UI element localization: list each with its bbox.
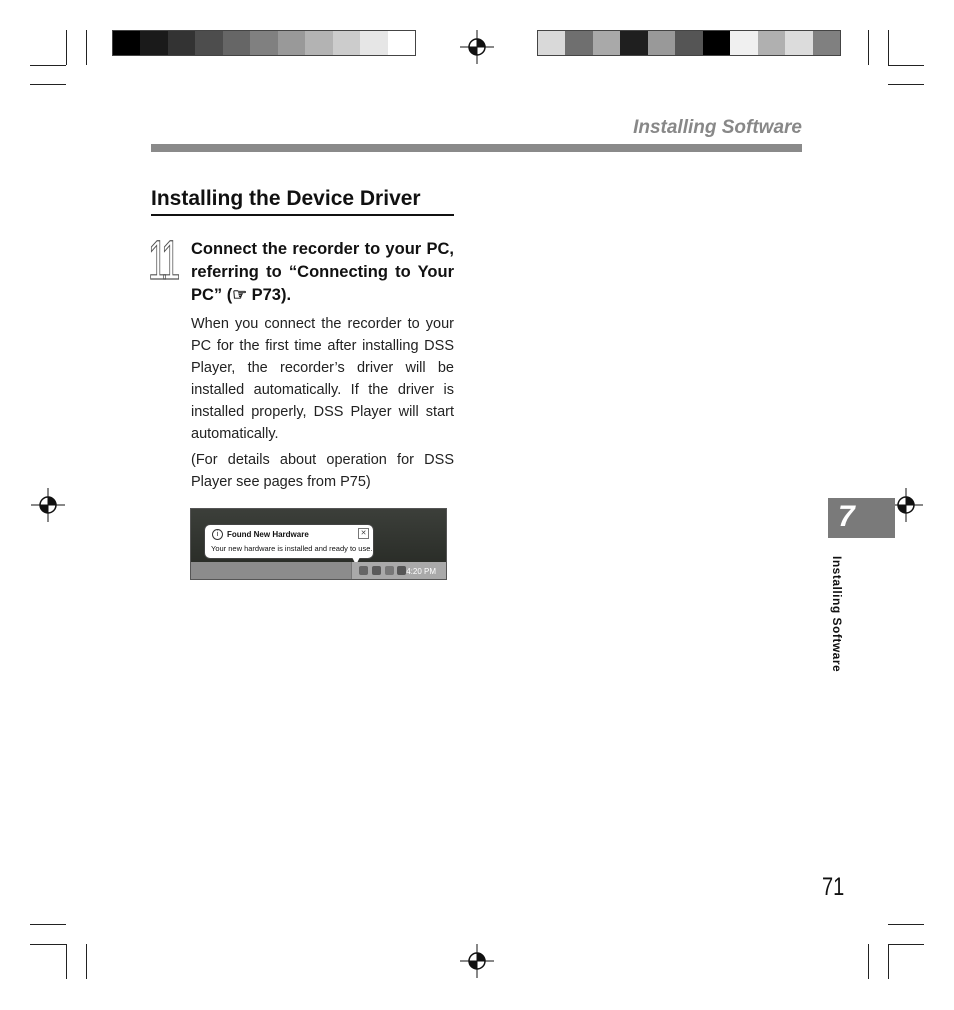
color-swatch bbox=[675, 31, 702, 55]
color-swatch bbox=[333, 31, 360, 55]
step-note: (For details about operation for DSS Player see pages from P75) bbox=[191, 452, 454, 490]
color-swatch bbox=[620, 31, 647, 55]
registration-target-icon bbox=[460, 944, 494, 978]
registration-target-icon bbox=[460, 30, 494, 64]
crop-mark bbox=[888, 65, 924, 66]
color-swatch bbox=[565, 31, 592, 55]
color-swatch bbox=[168, 31, 195, 55]
crop-mark bbox=[868, 944, 869, 979]
network-icon[interactable] bbox=[372, 566, 381, 575]
crop-mark bbox=[66, 30, 67, 65]
volume-icon[interactable] bbox=[397, 566, 406, 575]
color-swatch bbox=[388, 31, 415, 55]
page-number: 71 bbox=[822, 873, 845, 901]
color-swatch bbox=[305, 31, 332, 55]
color-swatch bbox=[703, 31, 730, 55]
color-swatch bbox=[223, 31, 250, 55]
chapter-number: 7 bbox=[838, 500, 855, 533]
crop-mark bbox=[86, 944, 87, 979]
crop-mark bbox=[66, 944, 67, 979]
color-swatch bbox=[758, 31, 785, 55]
running-header-title: Installing Software bbox=[633, 117, 802, 138]
balloon-message: Your new hardware is installed and ready to use. bbox=[211, 544, 373, 553]
step-heading: Connect the recorder to your PC, referring to “Connecting to Your PC” (☞ P73). bbox=[191, 240, 454, 304]
hardware-icon[interactable] bbox=[359, 566, 368, 575]
crop-mark bbox=[30, 944, 66, 945]
color-swatch bbox=[648, 31, 675, 55]
color-swatch bbox=[195, 31, 222, 55]
chapter-tab bbox=[828, 498, 895, 538]
color-swatch bbox=[593, 31, 620, 55]
color-swatch bbox=[785, 31, 812, 55]
system-tray bbox=[351, 562, 446, 579]
crop-mark bbox=[888, 944, 889, 979]
taskbar bbox=[191, 562, 446, 579]
close-icon[interactable]: ✕ bbox=[358, 528, 369, 539]
tone-color-bar bbox=[537, 30, 841, 56]
registration-target-icon bbox=[31, 488, 65, 522]
tray-clock[interactable]: 4:20 PM bbox=[406, 567, 436, 576]
crop-mark bbox=[86, 30, 87, 65]
crop-mark bbox=[888, 30, 889, 65]
grayscale-color-bar bbox=[112, 30, 416, 56]
crop-mark bbox=[30, 84, 66, 85]
balloon-title: Found New Hardware bbox=[227, 530, 309, 539]
device-icon[interactable] bbox=[385, 566, 394, 575]
crop-mark bbox=[868, 30, 869, 65]
color-swatch bbox=[250, 31, 277, 55]
color-swatch bbox=[360, 31, 387, 55]
color-swatch bbox=[538, 31, 565, 55]
color-swatch bbox=[113, 31, 140, 55]
crop-mark bbox=[30, 924, 66, 925]
info-icon: i bbox=[212, 529, 223, 540]
crop-mark bbox=[888, 924, 924, 925]
color-swatch bbox=[813, 31, 840, 55]
color-swatch bbox=[730, 31, 757, 55]
crop-mark bbox=[30, 65, 66, 66]
section-heading: Installing the Device Driver bbox=[151, 187, 454, 216]
step-paragraph: When you connect the recorder to your PC for the first time after installing DSS Player, the recorder’s driver will be installed automatically. If the driver is installed properly, DSS Player will start automatically. bbox=[191, 316, 454, 442]
step-number: 11 bbox=[148, 228, 177, 291]
found-new-hardware-screenshot bbox=[190, 508, 447, 580]
header-rule bbox=[151, 144, 802, 152]
crop-mark bbox=[888, 944, 924, 945]
chapter-side-label: Installing Software bbox=[830, 556, 844, 673]
crop-mark bbox=[888, 84, 924, 85]
notification-balloon bbox=[204, 524, 374, 559]
color-swatch bbox=[278, 31, 305, 55]
color-swatch bbox=[140, 31, 167, 55]
